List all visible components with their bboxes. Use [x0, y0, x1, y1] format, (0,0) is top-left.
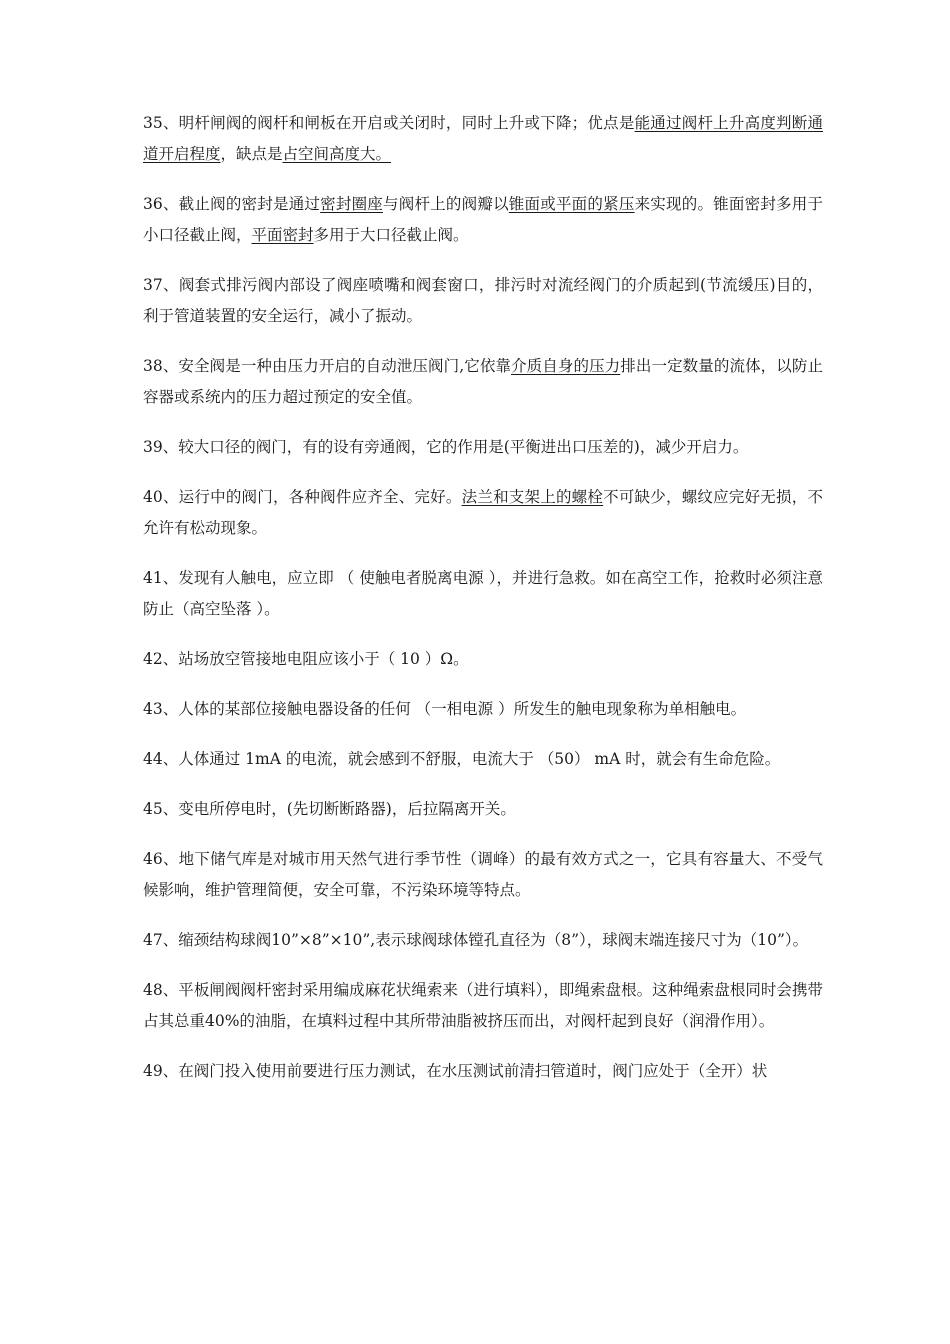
paragraph-text: 不可缺少，螺纹应完好无损，不允许有松动现象。	[143, 488, 823, 537]
question-paragraph-44	[143, 744, 823, 775]
underlined-answer: 介质自身的压力	[511, 357, 621, 375]
paragraph-text: 36、截止阀的密封是通过	[143, 195, 321, 213]
underlined-answer: 密封圈座	[320, 195, 384, 213]
question-paragraph-45	[143, 794, 823, 825]
paragraph-text: 47、缩颈结构球阀10”×8”×10”,表示球阀球体镗孔直径为（8”），球阀末端连接尺寸为（10”）。	[143, 931, 809, 949]
paragraph-text: 35、明杆闸阀的阀杆和闸板在开启或关闭时，同时上升或下降；优点是	[143, 114, 635, 132]
question-paragraph-42	[143, 644, 823, 675]
paragraph-text: 来实现的。锥面密封多用于小口径截止阀，	[143, 195, 823, 244]
question-paragraph-43	[143, 694, 823, 725]
paragraph-text: 46、地下储气库是对城市用天然气进行季节性（调峰）的最有效方式之一，它具有容量大、不受气候影响，维护管理简便，安全可靠，不污染环境等特点。	[143, 850, 823, 899]
paragraph-text: 43、人体的某部位接触电器设备的任何 （一相电源 ）所发生的触电现象称为单相触电。	[143, 700, 747, 718]
question-paragraph-39	[143, 432, 823, 463]
paragraph-text: 38、安全阀是一种由压力开启的自动泄压阀门,它依靠	[143, 357, 512, 375]
underlined-answer: 锥面或平面的紧压	[508, 195, 635, 213]
question-paragraph-41	[143, 563, 823, 625]
paragraph-text: 48、平板闸阀阀杆密封采用编成麻花状绳索来（进行填料），即绳索盘根。这种绳索盘根同时会携带占其总重40%的油脂，在填料过程中其所带油脂被挤压而出，对阀杆起到良好（润滑作用）。	[143, 981, 823, 1030]
paragraph-text: 41、发现有人触电，应立即 （ 使触电者脱离电源 ），并进行急救。如在高空工作，抢救时必须注意防止（高空坠落 ）。	[143, 569, 823, 618]
paragraph-text: 49、在阀门投入使用前要进行压力测试，在水压测试前清扫管道时，阀门应处于（全开）状	[143, 1062, 768, 1080]
paragraph-text: 排出一定数量的流体，以防止容器或系统内的压力超过预定的安全值。	[143, 357, 823, 406]
question-paragraph-35	[143, 108, 823, 170]
underlined-answer: 平面密封	[251, 226, 314, 244]
question-paragraph-46	[143, 844, 823, 906]
underlined-answer: 占空间高度大。	[282, 145, 392, 163]
underlined-answer: 能通过阀杆上升高度判断通道开启程度	[143, 114, 823, 163]
question-paragraph-40	[143, 482, 823, 544]
paragraph-text: 45、变电所停电时，(先切断断路器)，后拉隔离开关。	[143, 800, 516, 818]
question-paragraph-36	[143, 189, 823, 251]
paragraph-text: ，缺点是	[220, 145, 283, 163]
question-paragraph-49	[143, 1056, 823, 1087]
question-paragraph-38	[143, 351, 823, 413]
paragraph-text: 44、人体通过 1mA 的电流，就会感到不舒服，电流大于 （50） mA 时，就会有生命危险。	[143, 750, 781, 768]
question-paragraph-47	[143, 925, 823, 956]
paragraph-text: 37、阀套式排污阀内部设了阀座喷嘴和阀套窗口，排污时对流经阀门的介质起到(节流缓压)目的，利于管道装置的安全运行，减小了振动。	[143, 276, 823, 325]
paragraph-text: 39、较大口径的阀门，有的设有旁通阀，它的作用是(平衡进出口压差的)，减少开启力。	[143, 438, 749, 456]
document-body	[143, 108, 823, 1106]
paragraph-text: 与阀杆上的阀瓣以	[383, 195, 509, 213]
underlined-answer: 法兰和支架上的螺栓	[461, 488, 604, 506]
question-paragraph-37	[143, 270, 823, 332]
paragraph-text: 42、站场放空管接地电阻应该小于（ 10 ）Ω。	[143, 650, 469, 668]
paragraph-text: 多用于大口径截止阀。	[313, 226, 469, 244]
question-paragraph-48	[143, 975, 823, 1037]
paragraph-text: 40、运行中的阀门，各种阀件应齐全、完好。	[143, 488, 462, 506]
